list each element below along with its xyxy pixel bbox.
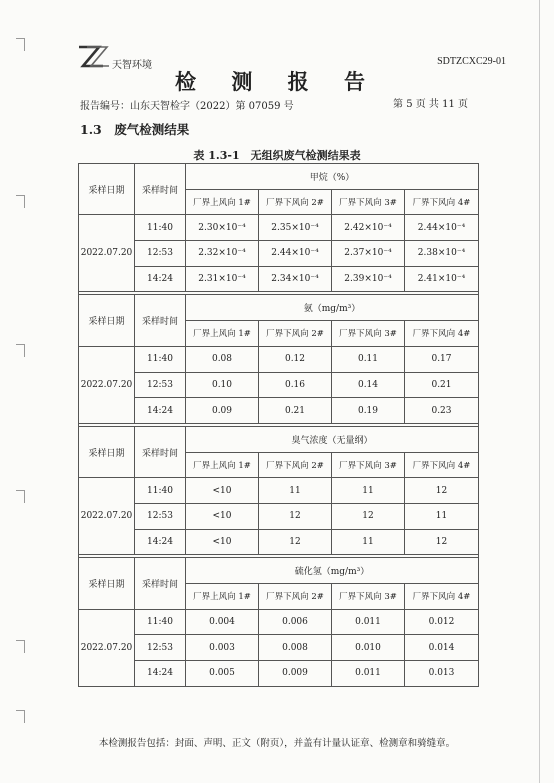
header-row xyxy=(79,295,479,321)
value-cell: 0.16 xyxy=(259,372,332,398)
date-header: 采样日期 xyxy=(79,426,135,477)
site-header: 厂界下风向 4# xyxy=(405,452,479,478)
sample-date-cell: 2022.07.20 xyxy=(79,215,135,292)
site-header: 厂界下风向 3# xyxy=(332,452,405,478)
pollutant-header: 硫化氢（mg/m³） xyxy=(186,558,479,584)
value-cell: 0.19 xyxy=(332,398,405,424)
section-title: 1.3 废气检测结果 xyxy=(80,122,190,137)
value-cell: 0.013 xyxy=(405,661,479,687)
value-cell: 11 xyxy=(259,478,332,504)
table-row xyxy=(79,478,479,504)
footer-note: 本检测报告包括：封面、声明、正文（附页），并盖有计量认证章、检测章和骑缝章。 xyxy=(98,738,456,749)
sample-date-cell: 2022.07.20 xyxy=(79,609,135,686)
value-cell: 12 xyxy=(405,478,479,504)
value-cell: 11 xyxy=(332,478,405,504)
value-cell: <10 xyxy=(186,478,259,504)
sample-time-cell: 11:40 xyxy=(135,346,186,372)
table-row xyxy=(79,266,479,292)
logo-text: 天智环境 xyxy=(112,60,152,71)
margin-tick xyxy=(16,710,25,723)
report-title: 检 测 报 告 xyxy=(175,69,379,94)
header-row xyxy=(79,558,479,584)
sample-date-cell: 2022.07.20 xyxy=(79,346,135,423)
sample-time-cell: 12:53 xyxy=(135,372,186,398)
value-cell: 0.11 xyxy=(332,346,405,372)
value-cell: 0.011 xyxy=(332,609,405,635)
value-cell: 2.38×10⁻⁴ xyxy=(405,241,479,267)
table-row xyxy=(79,346,479,372)
date-header: 采样日期 xyxy=(79,558,135,609)
table-row xyxy=(79,529,479,555)
site-header: 厂界上风向 1# xyxy=(186,189,259,215)
site-header: 厂界上风向 1# xyxy=(186,321,259,347)
value-cell: 2.44×10⁻⁴ xyxy=(259,241,332,267)
value-cell: 0.21 xyxy=(259,398,332,424)
header-row xyxy=(79,164,479,190)
value-cell: 2.35×10⁻⁴ xyxy=(259,215,332,241)
page-number: 第 5 页 共 11 页 xyxy=(393,99,468,110)
value-cell: 2.34×10⁻⁴ xyxy=(259,266,332,292)
table-row xyxy=(79,398,479,424)
value-cell: 11 xyxy=(332,529,405,555)
pollutant-header: 甲烷（%） xyxy=(186,164,479,190)
value-cell: 0.005 xyxy=(186,661,259,687)
site-header: 厂界下风向 3# xyxy=(332,321,405,347)
table-row xyxy=(79,372,479,398)
date-header: 采样日期 xyxy=(79,295,135,346)
value-cell: 0.09 xyxy=(186,398,259,424)
value-cell: 12 xyxy=(259,529,332,555)
site-header: 厂界下风向 3# xyxy=(332,189,405,215)
site-header: 厂界下风向 2# xyxy=(259,452,332,478)
site-header: 厂界下风向 2# xyxy=(259,584,332,610)
value-cell: 0.21 xyxy=(405,372,479,398)
value-cell: <10 xyxy=(186,529,259,555)
margin-tick xyxy=(16,640,25,653)
site-header: 厂界下风向 4# xyxy=(405,189,479,215)
table-caption: 表 1.3-1 无组织废气检测结果表 xyxy=(193,149,361,162)
margin-tick xyxy=(16,195,25,208)
site-header: 厂界下风向 2# xyxy=(259,321,332,347)
site-header: 厂界下风向 4# xyxy=(405,321,479,347)
value-cell: 11 xyxy=(405,503,479,529)
margin-tick xyxy=(16,344,25,357)
report-number: 报告编号：山东天智检字（2022）第 07059 号 xyxy=(80,101,294,112)
value-cell: 0.006 xyxy=(259,609,332,635)
value-cell: 2.41×10⁻⁴ xyxy=(405,266,479,292)
sample-time-cell: 14:24 xyxy=(135,398,186,424)
value-cell: 0.12 xyxy=(259,346,332,372)
table-row xyxy=(79,609,479,635)
margin-tick xyxy=(16,38,25,51)
value-cell: 0.14 xyxy=(332,372,405,398)
value-cell: 0.17 xyxy=(405,346,479,372)
header-row xyxy=(79,426,479,452)
results-table xyxy=(78,163,479,687)
time-header: 采样时间 xyxy=(135,295,186,346)
value-cell: 0.004 xyxy=(186,609,259,635)
value-cell: 0.014 xyxy=(405,635,479,661)
value-cell: 12 xyxy=(332,503,405,529)
site-header: 厂界下风向 4# xyxy=(405,584,479,610)
table-row xyxy=(79,635,479,661)
value-cell: 2.32×10⁻⁴ xyxy=(186,241,259,267)
document-code: SDTZCXC29-01 xyxy=(437,56,506,67)
value-cell: 2.44×10⁻⁴ xyxy=(405,215,479,241)
site-header: 厂界上风向 1# xyxy=(186,584,259,610)
value-cell: 2.39×10⁻⁴ xyxy=(332,266,405,292)
sample-time-cell: 14:24 xyxy=(135,266,186,292)
value-cell: 12 xyxy=(259,503,332,529)
value-cell: 0.008 xyxy=(259,635,332,661)
value-cell: 0.010 xyxy=(332,635,405,661)
value-cell: 2.31×10⁻⁴ xyxy=(186,266,259,292)
date-header: 采样日期 xyxy=(79,164,135,215)
sample-time-cell: 12:53 xyxy=(135,635,186,661)
value-cell: 2.30×10⁻⁴ xyxy=(186,215,259,241)
value-cell: 0.10 xyxy=(186,372,259,398)
site-header: 厂界上风向 1# xyxy=(186,452,259,478)
pollutant-header: 氨（mg/m³） xyxy=(186,295,479,321)
table-row xyxy=(79,503,479,529)
time-header: 采样时间 xyxy=(135,558,186,609)
value-cell: <10 xyxy=(186,503,259,529)
table-row xyxy=(79,241,479,267)
pollutant-header: 臭气浓度（无量纲） xyxy=(186,426,479,452)
sample-time-cell: 14:24 xyxy=(135,661,186,687)
sample-time-cell: 11:40 xyxy=(135,215,186,241)
time-header: 采样时间 xyxy=(135,426,186,477)
sample-time-cell: 12:53 xyxy=(135,241,186,267)
table-row xyxy=(79,215,479,241)
sample-time-cell: 14:24 xyxy=(135,529,186,555)
value-cell: 0.003 xyxy=(186,635,259,661)
value-cell: 0.23 xyxy=(405,398,479,424)
value-cell: 0.009 xyxy=(259,661,332,687)
value-cell: 2.37×10⁻⁴ xyxy=(332,241,405,267)
page-edge-line xyxy=(539,0,540,783)
value-cell: 0.011 xyxy=(332,661,405,687)
sample-date-cell: 2022.07.20 xyxy=(79,478,135,555)
value-cell: 2.42×10⁻⁴ xyxy=(332,215,405,241)
value-cell: 0.08 xyxy=(186,346,259,372)
site-header: 厂界下风向 2# xyxy=(259,189,332,215)
site-header: 厂界下风向 3# xyxy=(332,584,405,610)
table-row xyxy=(79,661,479,687)
value-cell: 12 xyxy=(405,529,479,555)
margin-tick xyxy=(16,490,25,503)
sample-time-cell: 11:40 xyxy=(135,609,186,635)
sample-time-cell: 11:40 xyxy=(135,478,186,504)
sample-time-cell: 12:53 xyxy=(135,503,186,529)
value-cell: 0.012 xyxy=(405,609,479,635)
time-header: 采样时间 xyxy=(135,164,186,215)
